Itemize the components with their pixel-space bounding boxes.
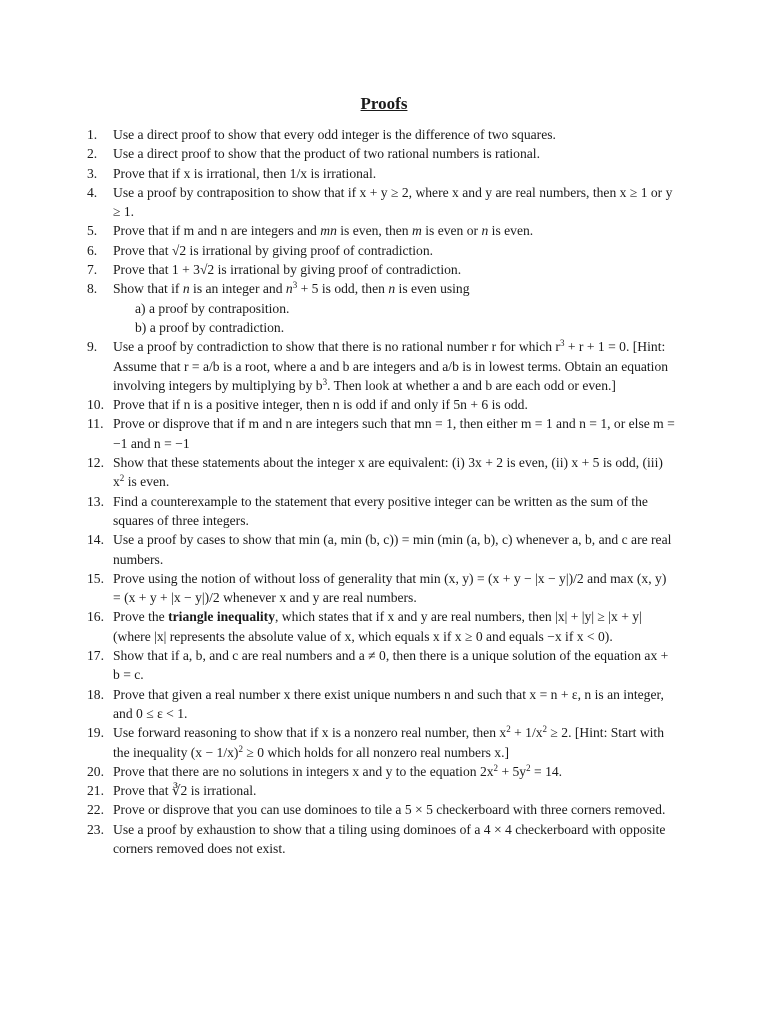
subitem-list (113, 299, 677, 338)
problem-item (87, 685, 677, 724)
problem-item (87, 279, 677, 337)
problem-text: Show that these statements about the integer x are equivalent: (i) 3x + 2 is even, (ii) x + 5 is odd, (iii) $x^2$ is even. (113, 455, 663, 490)
problem-text: Use a direct proof to show that the product of two rational numbers is rational. (113, 146, 540, 162)
problem-number: 10. (87, 397, 104, 413)
problem-item (87, 395, 677, 414)
problem-item (87, 607, 677, 646)
problem-text: Prove that 1 + 3√2 is irrational by giving proof of contradiction. (113, 262, 462, 278)
problem-item (87, 125, 677, 144)
problem-text: Prove the triangle inequality, which states that if x and y are real numbers, then |x| + |y| ≥ |x + y| (where |x| represents the absolute value of x, which equals x if x ≥ 0 and equals −x if x < 0). (113, 609, 642, 644)
problem-number: 21. (87, 783, 104, 799)
problem-item (87, 492, 677, 531)
problem-number: 2. (87, 146, 98, 162)
problem-list (87, 125, 677, 858)
problem-item (87, 144, 677, 163)
problem-number: 8. (87, 281, 98, 297)
problem-number: 14. (87, 532, 104, 548)
problem-item (87, 221, 677, 240)
subitem: b) a proof by contradiction. (135, 319, 285, 335)
problem-item (87, 800, 677, 819)
problem-text: Prove that given a real number x there exist unique numbers n and such that x = n + ε, n is an integer, and 0 ≤ ε < 1. (113, 686, 664, 721)
problem-number: 12. (87, 455, 104, 471)
problem-number: 13. (87, 493, 104, 509)
problem-text: Prove that there are no solutions in integers x and y to the equation $2x^2 + 5y^2 = 14$. (113, 762, 563, 779)
problem-item (87, 414, 677, 453)
problem-text: Use forward reasoning to show that if x is a nonzero real number, then $x^2 + 1/x^2 \ge 2$. [Hint: Start with the inequality $(x - 1/x)^2 \ge 0$ which holds for all nonzero real numbers x.] (113, 724, 664, 760)
problem-item (87, 820, 677, 859)
problem-item (87, 241, 677, 260)
problem-item (87, 337, 677, 395)
problem-number: 4. (87, 184, 98, 200)
problem-item (87, 453, 677, 492)
problem-item (87, 646, 677, 685)
problem-item (87, 164, 677, 183)
problem-text: Prove that ∛2 is irrational. (113, 783, 257, 799)
problem-number: 11. (87, 416, 104, 432)
problem-text: Find a counterexample to the statement that every positive integer can be written as the sum of the squares of three integers. (113, 493, 648, 528)
problem-item (87, 260, 677, 279)
problem-number: 3. (87, 165, 98, 181)
problem-text: Prove using the notion of without loss of generality that min (x, y) = (x + y − |x − y|)/2 and max (x, y) = (x + y + |x − y|)/2 whenever x and y are real numbers. (113, 570, 667, 606)
problem-text: Show that if n is an integer and $n^3 + 5$ is odd, then n is even using (113, 280, 470, 297)
problem-text: Use a proof by contradiction to show that there is no rational number r for which $r^3 + r + 1 = 0$. [Hint: Assume that r = a/b is a root, where a and b are integers and a/b is in lowest terms. Obtain an equation involving integers by multiplying by $b^3$. Then look at whether a and b are each odd or even.] (113, 338, 669, 393)
problem-number: 22. (87, 802, 104, 818)
page-title: Proofs (360, 94, 408, 113)
problem-text: Prove or disprove that if m and n are integers such that mn = 1, then either m = 1 and n = 1, or else m = −1 and n = −1 (113, 416, 675, 451)
problem-text: Use a proof by contraposition to show that if x + y ≥ 2, where x and y are real numbers, then x ≥ 1 or y ≥ 1. (113, 184, 673, 220)
problem-item (87, 781, 677, 800)
problem-number: 6. (87, 242, 98, 258)
problem-text: Prove that if n is a positive integer, then n is odd if and only if 5n + 6 is odd. (113, 397, 528, 413)
problem-text: Use a proof by exhaustion to show that a tiling using dominoes of a 4 × 4 checkerboard with opposite corners removed does not exist. (113, 821, 666, 856)
problem-text: Prove or disprove that you can use dominoes to tile a 5 × 5 checkerboard with three corners removed. (113, 802, 666, 818)
problem-number: 15. (87, 570, 104, 586)
problem-text: Use a proof by cases to show that min (a, min (b, c)) = min (min (a, b), c) whenever a, b, and c are real numbers. (113, 532, 672, 567)
problem-number: 7. (87, 262, 98, 278)
problem-item (87, 762, 677, 781)
problem-number: 1. (87, 127, 98, 142)
problem-number: 9. (87, 339, 98, 355)
problem-number: 17. (87, 648, 104, 664)
problem-number: 5. (87, 223, 98, 239)
problem-text: Prove that if m and n are integers and mn is even, then m is even or n is even. (113, 223, 534, 239)
problem-number: 23. (87, 821, 104, 837)
problem-text: Show that if a, b, and c are real numbers and a ≠ 0, then there is a unique solution of the equation ax + b = c. (113, 648, 669, 683)
problem-number: 18. (87, 686, 104, 702)
problem-text: Use a direct proof to show that every odd integer is the difference of two squares. (113, 127, 556, 142)
problem-text: Prove that if x is irrational, then 1/x is irrational. (113, 165, 377, 181)
problem-text: Prove that √2 is irrational by giving proof of contradiction. (113, 242, 434, 258)
problem-number: 19. (87, 725, 104, 741)
problem-item (87, 183, 677, 222)
problem-item (87, 569, 677, 608)
problem-item (87, 723, 677, 762)
subitem: a) a proof by contraposition. (135, 300, 290, 316)
problem-number: 16. (87, 609, 104, 625)
problem-number: 20. (87, 763, 104, 779)
problem-item (87, 530, 677, 569)
